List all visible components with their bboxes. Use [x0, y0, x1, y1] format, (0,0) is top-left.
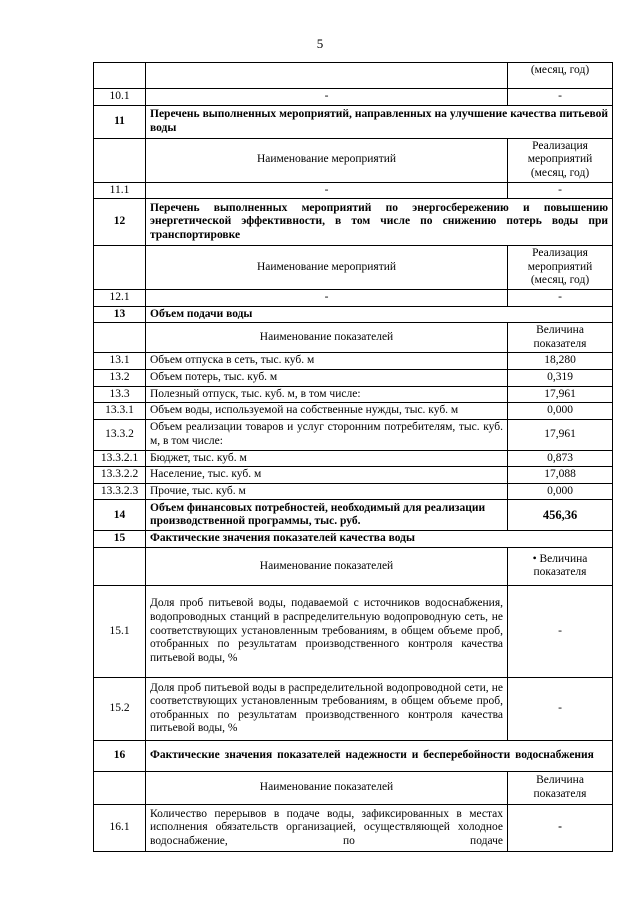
row-name: - [146, 290, 508, 307]
section-row [94, 740, 613, 771]
section-title: Перечень выполненных мероприятий по энергосбережению и повышению энергетической эффективности, в том числе по снижению потерь воды при транспортировке [146, 199, 613, 246]
column-header-name: Наименование показателей [146, 547, 508, 585]
column-header-value: Реализация мероприятий (месяц, год) [508, 246, 613, 290]
value-cell: (месяц, год) [508, 63, 613, 89]
column-header-value: • Величина показателя [508, 547, 613, 585]
section-number: 14 [94, 500, 146, 531]
value-cell: - [508, 182, 613, 199]
section-number: 11 [94, 105, 146, 138]
section-title: Объем подачи воды [146, 306, 613, 323]
row-name: Полезный отпуск, тыс. куб. м, в том числе: [146, 386, 508, 403]
section-row [94, 199, 613, 246]
column-header-name: Наименование показателей [146, 323, 508, 353]
value-cell: 0,000 [508, 483, 613, 500]
value-cell: - [508, 89, 613, 106]
row-name: Доля проб питьевой воды в распределительной водопроводной сети, не соответствующих установленным требованиям, в общем объеме проб, отобранных по результатам производственного контроля качества питьевой воды, % [146, 677, 508, 740]
section-title: Фактические значения показателей надежности и бесперебойности водоснабжения [146, 740, 613, 771]
value-cell: - [508, 677, 613, 740]
section-title: Перечень выполненных мероприятий, направленных на улучшение качества питьевой воды [146, 105, 613, 138]
row-number: 13.3.2.1 [94, 450, 146, 467]
table-row [94, 353, 613, 370]
table-row [94, 182, 613, 199]
section-row [94, 531, 613, 548]
row-name: Бюджет, тыс. куб. м [146, 450, 508, 467]
row-number: 13.2 [94, 369, 146, 386]
row-name: Доля проб питьевой воды, подаваемой с источников водоснабжения, водопроводных станций в распределительную водопроводную сеть, не соответствующих установленным требованиям, в общем объеме проб, отобранных по результатам производственного контроля качества питьевой воды, % [146, 585, 508, 677]
table-row [94, 369, 613, 386]
column-header-value: Реализация мероприятий (месяц, год) [508, 138, 613, 182]
table-row [94, 403, 613, 420]
section-title: Фактические значения показателей качества воды [146, 531, 613, 548]
value-cell: 17,961 [508, 419, 613, 450]
table-row [94, 804, 613, 851]
header-row [94, 547, 613, 585]
value-cell: 17,961 [508, 386, 613, 403]
report-table [93, 62, 613, 852]
row-number: 13.3 [94, 386, 146, 403]
section-number: 15 [94, 531, 146, 548]
row-number: 11.1 [94, 182, 146, 199]
row-name: Объем потерь, тыс. куб. м [146, 369, 508, 386]
row-number: 12.1 [94, 290, 146, 307]
column-header-value: Величина показателя [508, 323, 613, 353]
header-row [94, 138, 613, 182]
row-name: - [146, 89, 508, 106]
column-header-name: Наименование мероприятий [146, 246, 508, 290]
row-name: Прочие, тыс. куб. м [146, 483, 508, 500]
column-header-name: Наименование показателей [146, 771, 508, 804]
table-row [94, 63, 613, 89]
value-cell: - [508, 804, 613, 851]
table-row [94, 419, 613, 450]
row-name: Население, тыс. куб. м [146, 467, 508, 484]
row-number: 13.3.2.2 [94, 467, 146, 484]
header-row [94, 771, 613, 804]
section-number: 13 [94, 306, 146, 323]
page-number: 5 [316, 36, 324, 51]
value-cell: 17,088 [508, 467, 613, 484]
table-row [94, 89, 613, 106]
value-cell: 456,36 [508, 500, 613, 531]
section-row [94, 500, 613, 531]
row-number: 13.3.2 [94, 419, 146, 450]
section-number: 12 [94, 199, 146, 246]
table-row [94, 450, 613, 467]
section-number: 16 [94, 740, 146, 771]
row-number: 13.3.2.3 [94, 483, 146, 500]
value-cell: 18,280 [508, 353, 613, 370]
section-title: Объем финансовых потребностей, необходимый для реализации производственной программы, тыс. руб. [146, 500, 508, 531]
table-row [94, 585, 613, 677]
value-cell: - [508, 290, 613, 307]
row-number: 10.1 [94, 89, 146, 106]
table-row [94, 290, 613, 307]
column-header-name: Наименование мероприятий [146, 138, 508, 182]
row-name: Объем воды, используемой на собственные нужды, тыс. куб. м [146, 403, 508, 420]
table-row [94, 467, 613, 484]
row-number: 13.1 [94, 353, 146, 370]
row-number: 16.1 [94, 804, 146, 851]
value-cell: 0,000 [508, 403, 613, 420]
header-row [94, 323, 613, 353]
row-name: Количество перерывов в подаче воды, зафиксированных в местах исполнения обязательств организацией, осуществляющей холодное водоснабжение, по подаче [146, 804, 508, 851]
section-row [94, 105, 613, 138]
value-cell: 0,873 [508, 450, 613, 467]
row-name: Объем отпуска в сеть, тыс. куб. м [146, 353, 508, 370]
table-row [94, 386, 613, 403]
row-name: - [146, 182, 508, 199]
row-number: 13.3.1 [94, 403, 146, 420]
table-row [94, 483, 613, 500]
header-row [94, 246, 613, 290]
section-row [94, 306, 613, 323]
value-cell: - [508, 585, 613, 677]
table-row [94, 677, 613, 740]
row-number: 15.1 [94, 585, 146, 677]
row-number: 15.2 [94, 677, 146, 740]
value-cell: 0,319 [508, 369, 613, 386]
row-name: Объем реализации товаров и услуг сторонним потребителям, тыс. куб. м, в том числе: [146, 419, 508, 450]
column-header-value: Величина показателя [508, 771, 613, 804]
